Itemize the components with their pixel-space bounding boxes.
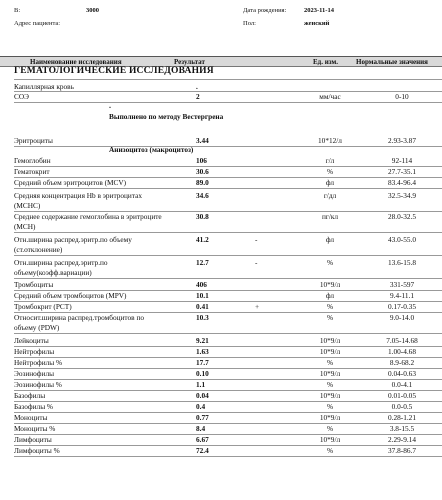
test-name: Эозинофилы: [14, 369, 54, 378]
test-result: 3.44: [196, 136, 209, 145]
test-norm: 9.4-11.1: [389, 291, 415, 300]
test-norm: 1.00-4.68: [388, 347, 416, 356]
test-result: 34.6: [196, 191, 209, 200]
column-header-name: Наименование исследования: [30, 57, 122, 66]
test-norm: 0-10: [395, 92, 409, 101]
test-unit: 10*9/л: [319, 336, 341, 345]
test-norm: 43.0-55.0: [388, 235, 416, 244]
test-result: 10.3: [196, 313, 209, 322]
test-result: 0.77: [196, 413, 209, 422]
test-unit: %: [326, 424, 334, 433]
section-title: ГЕМАТОЛОГИЧЕСКИЕ ИССЛЕДОВАНИЯ: [14, 66, 214, 76]
test-result: 30.8: [196, 212, 209, 221]
dob-value: 2023-11-14: [304, 7, 334, 14]
test-norm: 13.6-15.8: [388, 258, 416, 267]
patient-id-value: 3000: [86, 7, 99, 14]
test-name: Гемоглобин: [14, 156, 51, 165]
test-unit: %: [326, 313, 334, 322]
address-label: Адрес пациента:: [14, 20, 61, 27]
test-result: 0.04: [196, 391, 209, 400]
method-note: Выполнено по методу Вестергрена: [109, 112, 224, 121]
test-unit: 10*9/л: [319, 280, 341, 289]
test-flag: +: [255, 302, 260, 311]
test-unit: мм/час: [319, 92, 341, 101]
test-name: Лимфоциты: [14, 435, 52, 444]
column-header-norm: Нормальные значения: [356, 57, 428, 66]
test-name: Тромбокрит (PCT): [14, 302, 72, 311]
test-name: СОЭ: [14, 92, 29, 101]
test-result: 9.21: [196, 336, 209, 345]
test-result: 8.4: [196, 424, 206, 433]
test-name: Моноциты %: [14, 424, 56, 433]
divider: [14, 146, 442, 147]
test-norm: 9.0-14.0: [389, 313, 415, 322]
patient-id-label: В:: [14, 7, 21, 14]
test-norm: 3.8-15.5: [389, 424, 415, 433]
test-unit: %: [326, 302, 334, 311]
test-norm: 32.5-34.9: [388, 191, 416, 200]
test-result: 89.0: [196, 178, 209, 187]
divider: [14, 278, 442, 279]
sex-label: Пол:: [243, 20, 256, 27]
test-name: Средняя концентрация Hb в эритроцитах (МСНС): [14, 191, 142, 210]
test-unit: фл: [325, 291, 335, 300]
column-header-result: Результат: [174, 57, 205, 66]
test-unit: %: [326, 446, 334, 455]
test-norm: 0.04-0.63: [388, 369, 416, 378]
test-result: 17.7: [196, 358, 209, 367]
test-unit: 10*9/л: [319, 413, 341, 422]
test-name: Гематокрит: [14, 167, 50, 176]
test-result: 12.7: [196, 258, 209, 267]
test-norm: 37.8-86.7: [388, 446, 416, 455]
test-norm: 0.0-4.1: [391, 380, 413, 389]
sex-value: женский: [304, 20, 330, 27]
test-norm: 7.05-14.68: [386, 336, 418, 345]
test-name: Среднее содержание гемоглобина в эритроците (МСН): [14, 212, 162, 231]
divider: [14, 102, 442, 103]
test-unit: 10*9/л: [319, 391, 341, 400]
test-name: Эритроциты: [14, 136, 53, 145]
test-result: 6.67: [196, 435, 209, 444]
column-header-unit: Ед. изм.: [313, 57, 338, 66]
material-dot: .: [196, 82, 198, 91]
test-result: 106: [196, 156, 207, 165]
test-norm: 2.93-3.87: [388, 136, 416, 145]
test-unit: %: [326, 258, 334, 267]
test-norm: 8.9-68.2: [389, 358, 415, 367]
test-name: Лимфоциты %: [14, 446, 60, 455]
material-label: Капиллярная кровь: [14, 82, 74, 91]
test-unit: %: [326, 380, 334, 389]
test-name: Моноциты: [14, 413, 48, 422]
divider: [14, 188, 442, 189]
divider: [14, 456, 442, 457]
test-norm: 83.4-96.4: [388, 178, 416, 187]
test-unit: 10*12/л: [318, 136, 342, 145]
test-name: Лейкоциты: [14, 336, 49, 345]
dob-label: Дата рождения:: [243, 7, 287, 14]
test-unit: г/дл: [323, 191, 337, 200]
divider: [14, 255, 442, 256]
test-norm: 0.01-0.05: [388, 391, 416, 400]
test-unit: фл: [325, 235, 335, 244]
test-flag: -: [255, 235, 258, 244]
test-name: Нейтрофилы %: [14, 358, 63, 367]
method-dot: .: [109, 101, 111, 110]
test-norm: 28.0-32.5: [388, 212, 416, 221]
test-result: 2: [196, 92, 200, 101]
test-unit: 10*9/л: [319, 347, 341, 356]
test-result: 1.63: [196, 347, 209, 356]
test-name: Средний объем тромбоцитов (MPV): [14, 291, 127, 300]
test-unit: %: [326, 358, 334, 367]
test-unit: %: [326, 167, 334, 176]
test-unit: г/л: [325, 156, 335, 165]
test-norm: 92-114: [391, 156, 413, 165]
divider: [14, 79, 442, 80]
test-result: 0.10: [196, 369, 209, 378]
test-name: Относит.ширина распред.тромбоцитов по объему (PDW): [14, 313, 144, 332]
test-name: Тромбоциты: [14, 280, 54, 289]
test-result: 0.41: [196, 302, 209, 311]
test-unit: %: [326, 402, 334, 411]
test-result: 30.6: [196, 167, 209, 176]
test-norm: 0.17-0.35: [388, 302, 416, 311]
test-name: Эозинофилы %: [14, 380, 62, 389]
test-norm: 27.7-35.1: [388, 167, 416, 176]
divider: [14, 333, 442, 334]
test-result: 41.2: [196, 235, 209, 244]
test-result: 406: [196, 280, 207, 289]
test-result: 72.4: [196, 446, 209, 455]
test-name: Средний объем эритроцитов (MCV): [14, 178, 127, 187]
test-name: Базофилы %: [14, 402, 53, 411]
test-result: 1.1: [196, 380, 206, 389]
test-name: Базофилы: [14, 391, 46, 400]
divider: [14, 232, 442, 233]
test-unit: фл: [325, 178, 335, 187]
test-result: 10.1: [196, 291, 209, 300]
test-unit: 10*9/л: [319, 435, 341, 444]
test-name: Отн.ширина распред.эритр.по объему(коэфф.вариации): [14, 258, 108, 277]
test-unit: 10*9/л: [319, 369, 341, 378]
test-flag: -: [255, 258, 258, 267]
test-norm: 0.0-0.5: [391, 402, 413, 411]
test-result: 0.4: [196, 402, 206, 411]
test-norm: 0.28-1.21: [388, 413, 416, 422]
test-name: Нейтрофилы: [14, 347, 55, 356]
test-norm: 2.29-9.14: [388, 435, 416, 444]
test-name: Отн.ширина распред.эритр.по объему (ст.отклонение): [14, 235, 132, 254]
test-unit: пг/кл: [321, 212, 339, 221]
test-norm: 331-597: [389, 280, 415, 289]
anisocytosis-note: Анизоцитоз (макроцитоз): [109, 145, 194, 154]
